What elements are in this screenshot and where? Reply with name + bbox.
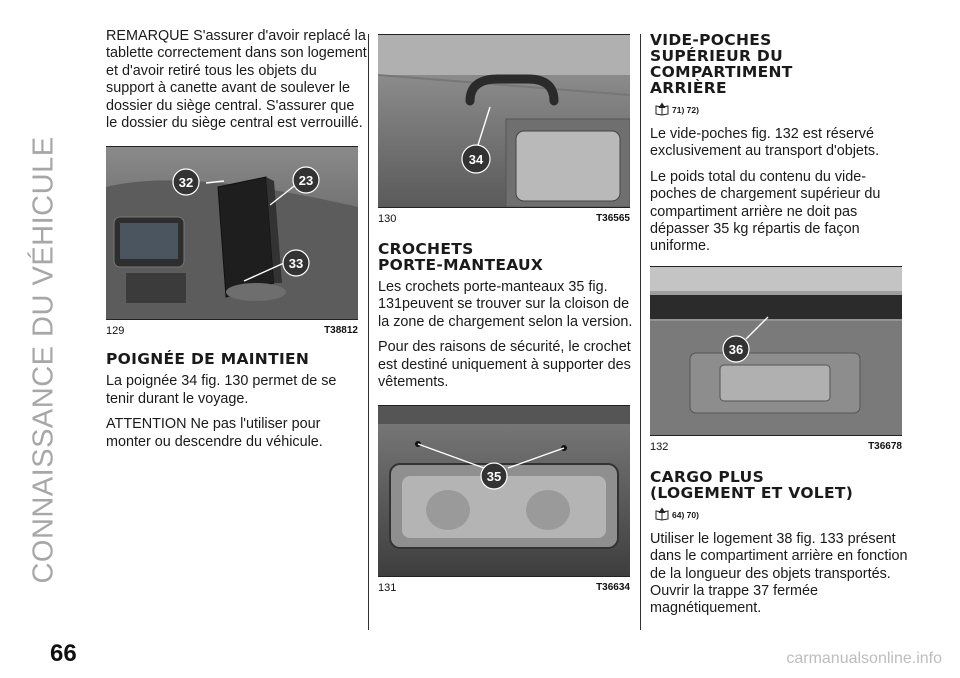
- heading-line: (LOGEMENT ET VOLET): [650, 483, 854, 502]
- section-heading: [378, 241, 640, 273]
- figure-code: T36634: [596, 582, 630, 594]
- figure-132-image: [650, 266, 902, 436]
- figure-130-caption: [378, 213, 630, 225]
- upper-storage-illustration: [650, 267, 902, 435]
- figure-code: T38812: [324, 325, 358, 337]
- heading-line: SUPÉRIEUR DU: [650, 47, 783, 65]
- callout-label: 23: [298, 173, 314, 189]
- figure-132: [650, 266, 902, 453]
- figure-131: [378, 405, 630, 594]
- column-divider: [640, 34, 641, 630]
- watermark: carmanualsonline.info: [786, 650, 942, 667]
- callout-label: 35: [486, 469, 502, 485]
- paragraph: Pour des raisons de sécurité, le crochet est destiné uniquement à supporter des vêtements.: [378, 339, 631, 391]
- figure-code: T36678: [868, 440, 902, 452]
- warning-book-icon: [654, 102, 670, 118]
- figure-number: 130: [378, 213, 397, 225]
- heading-line: CROCHETS: [378, 240, 474, 258]
- paragraph: ATTENTION Ne pas l'utiliser pour monter ou descendre du véhicule.: [106, 416, 323, 450]
- figure-129-caption: [106, 325, 358, 337]
- paragraph: Le poids total du contenu du vide-poches de chargement supérieur du compartiment arrière ne doit pas dépasser 35 kg répartis de façon uniforme.: [650, 168, 881, 255]
- column-divider: [368, 34, 369, 630]
- figure-131-image: [378, 405, 630, 577]
- remark-paragraph: REMARQUE S'assurer d'avoir replacé la tablette correctement dans son logement et d'avoir retiré tous les objets du support à canette avant de soulever le dossier du siège central. S'assurer que le dossier du siège central est verrouillé.: [106, 28, 367, 132]
- figure-number: 132: [650, 440, 669, 453]
- paragraph: Le vide-poches fig. 132 est réservé exclusivement au transport d'objets.: [650, 126, 880, 160]
- figure-129: [106, 146, 358, 337]
- side-section-title: CONNAISSANCE DU VÉHICULE: [27, 136, 60, 584]
- paragraph: Les crochets porte-manteaux 35 fig. 131peuvent se trouver sur la cloison de la zone de chargement selon la version.: [378, 279, 633, 330]
- page-number: 66: [50, 640, 77, 667]
- figure-131-caption: [378, 582, 630, 594]
- column-1: [106, 28, 368, 459]
- section-heading: [650, 32, 912, 96]
- warning-reference: [654, 102, 912, 118]
- column-3: [650, 28, 912, 626]
- column-2: [378, 28, 640, 604]
- heading-line: CARGO PLUS: [650, 467, 765, 486]
- heading-line: PORTE-MANTEAUX: [378, 256, 544, 274]
- callout-label: 33: [288, 256, 304, 272]
- coat-hooks-illustration: [378, 406, 630, 576]
- figure-129-image: [106, 146, 358, 320]
- callout-label: 34: [468, 152, 484, 167]
- heading-line: COMPARTIMENT: [650, 63, 793, 81]
- warning-book-icon: [654, 507, 670, 523]
- section-heading: POIGNÉE DE MAINTIEN: [106, 350, 310, 369]
- figure-132-caption: [650, 441, 902, 453]
- paragraph: Utiliser le logement 38 fig. 133 présent dans le compartiment arrière en fonction de la longueur des objets transportés. Ouvrir la trappe 37 fermée magnétiquement.: [650, 530, 908, 617]
- heading-line: ARRIÈRE: [650, 79, 727, 97]
- paragraph: La poignée 34 fig. 130 permet de se tenir durant le voyage.: [106, 373, 337, 407]
- warning-refs: 71) 72): [672, 105, 699, 115]
- figure-number: 129: [106, 325, 125, 338]
- section-heading: [650, 469, 912, 501]
- callout-label: 32: [178, 175, 194, 191]
- figure-130-image: [378, 34, 630, 208]
- figure-130: [378, 34, 630, 225]
- heading-line: VIDE-POCHES: [650, 31, 772, 49]
- warning-refs: 64) 70): [672, 509, 699, 520]
- dashboard-tablet-illustration: [106, 147, 358, 319]
- figure-code: T36565: [596, 213, 630, 224]
- warning-reference: [654, 507, 912, 523]
- figure-number: 131: [378, 582, 397, 595]
- callout-label: 36: [728, 341, 744, 357]
- grab-handle-illustration: [378, 35, 630, 207]
